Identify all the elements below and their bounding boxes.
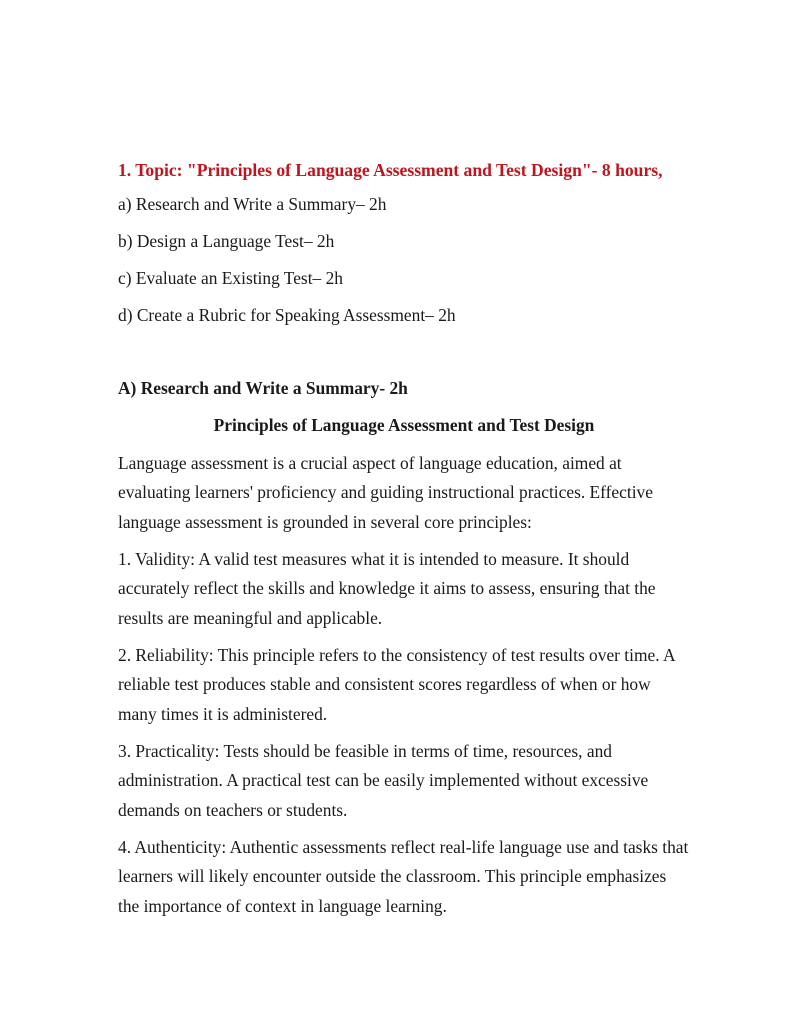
list-item: a) Research and Write a Summary– 2h [118,194,387,214]
list-item: c) Evaluate an Existing Test– 2h [118,268,343,288]
task-list [118,190,690,331]
principle-authenticity: 4. Authenticity: Authentic assessments reflect real-life language use and tasks that learners will likely encounter outside the classroom. This principle emphasizes the importance of context in language learning. [118,836,689,916]
principle-practicality: 3. Practicality: Tests should be feasible in terms of time, resources, and administration. A practical test can be easily implemented without excessive demands on teachers or students. [118,740,649,820]
section-title: Principles of Language Assessment and Test Design [213,415,595,435]
intro-paragraph: Language assessment is a crucial aspect of language education, aimed at evaluating learners' proficiency and guiding instructional practices. Effective language assessment is grounded in several core principles: [118,452,653,532]
topic-heading: 1. Topic: "Principles of Language Assessment and Test Design"- 8 hours, [118,160,663,180]
section-heading: A) Research and Write a Summary- 2h [118,377,408,398]
list-item: d) Create a Rubric for Speaking Assessment– 2h [118,305,456,325]
document-page [118,158,690,929]
principle-validity: 1. Validity: A valid test measures what it is intended to measure. It should accurately reflect the skills and knowledge it aims to assess, ensuring that the results are meaningful and applicable. [118,548,656,628]
list-item: b) Design a Language Test– 2h [118,231,335,251]
principle-reliability: 2. Reliability: This principle refers to the consistency of test results over time. A reliable test produces stable and consistent scores regardless of when or how many times it is administered. [118,644,675,724]
